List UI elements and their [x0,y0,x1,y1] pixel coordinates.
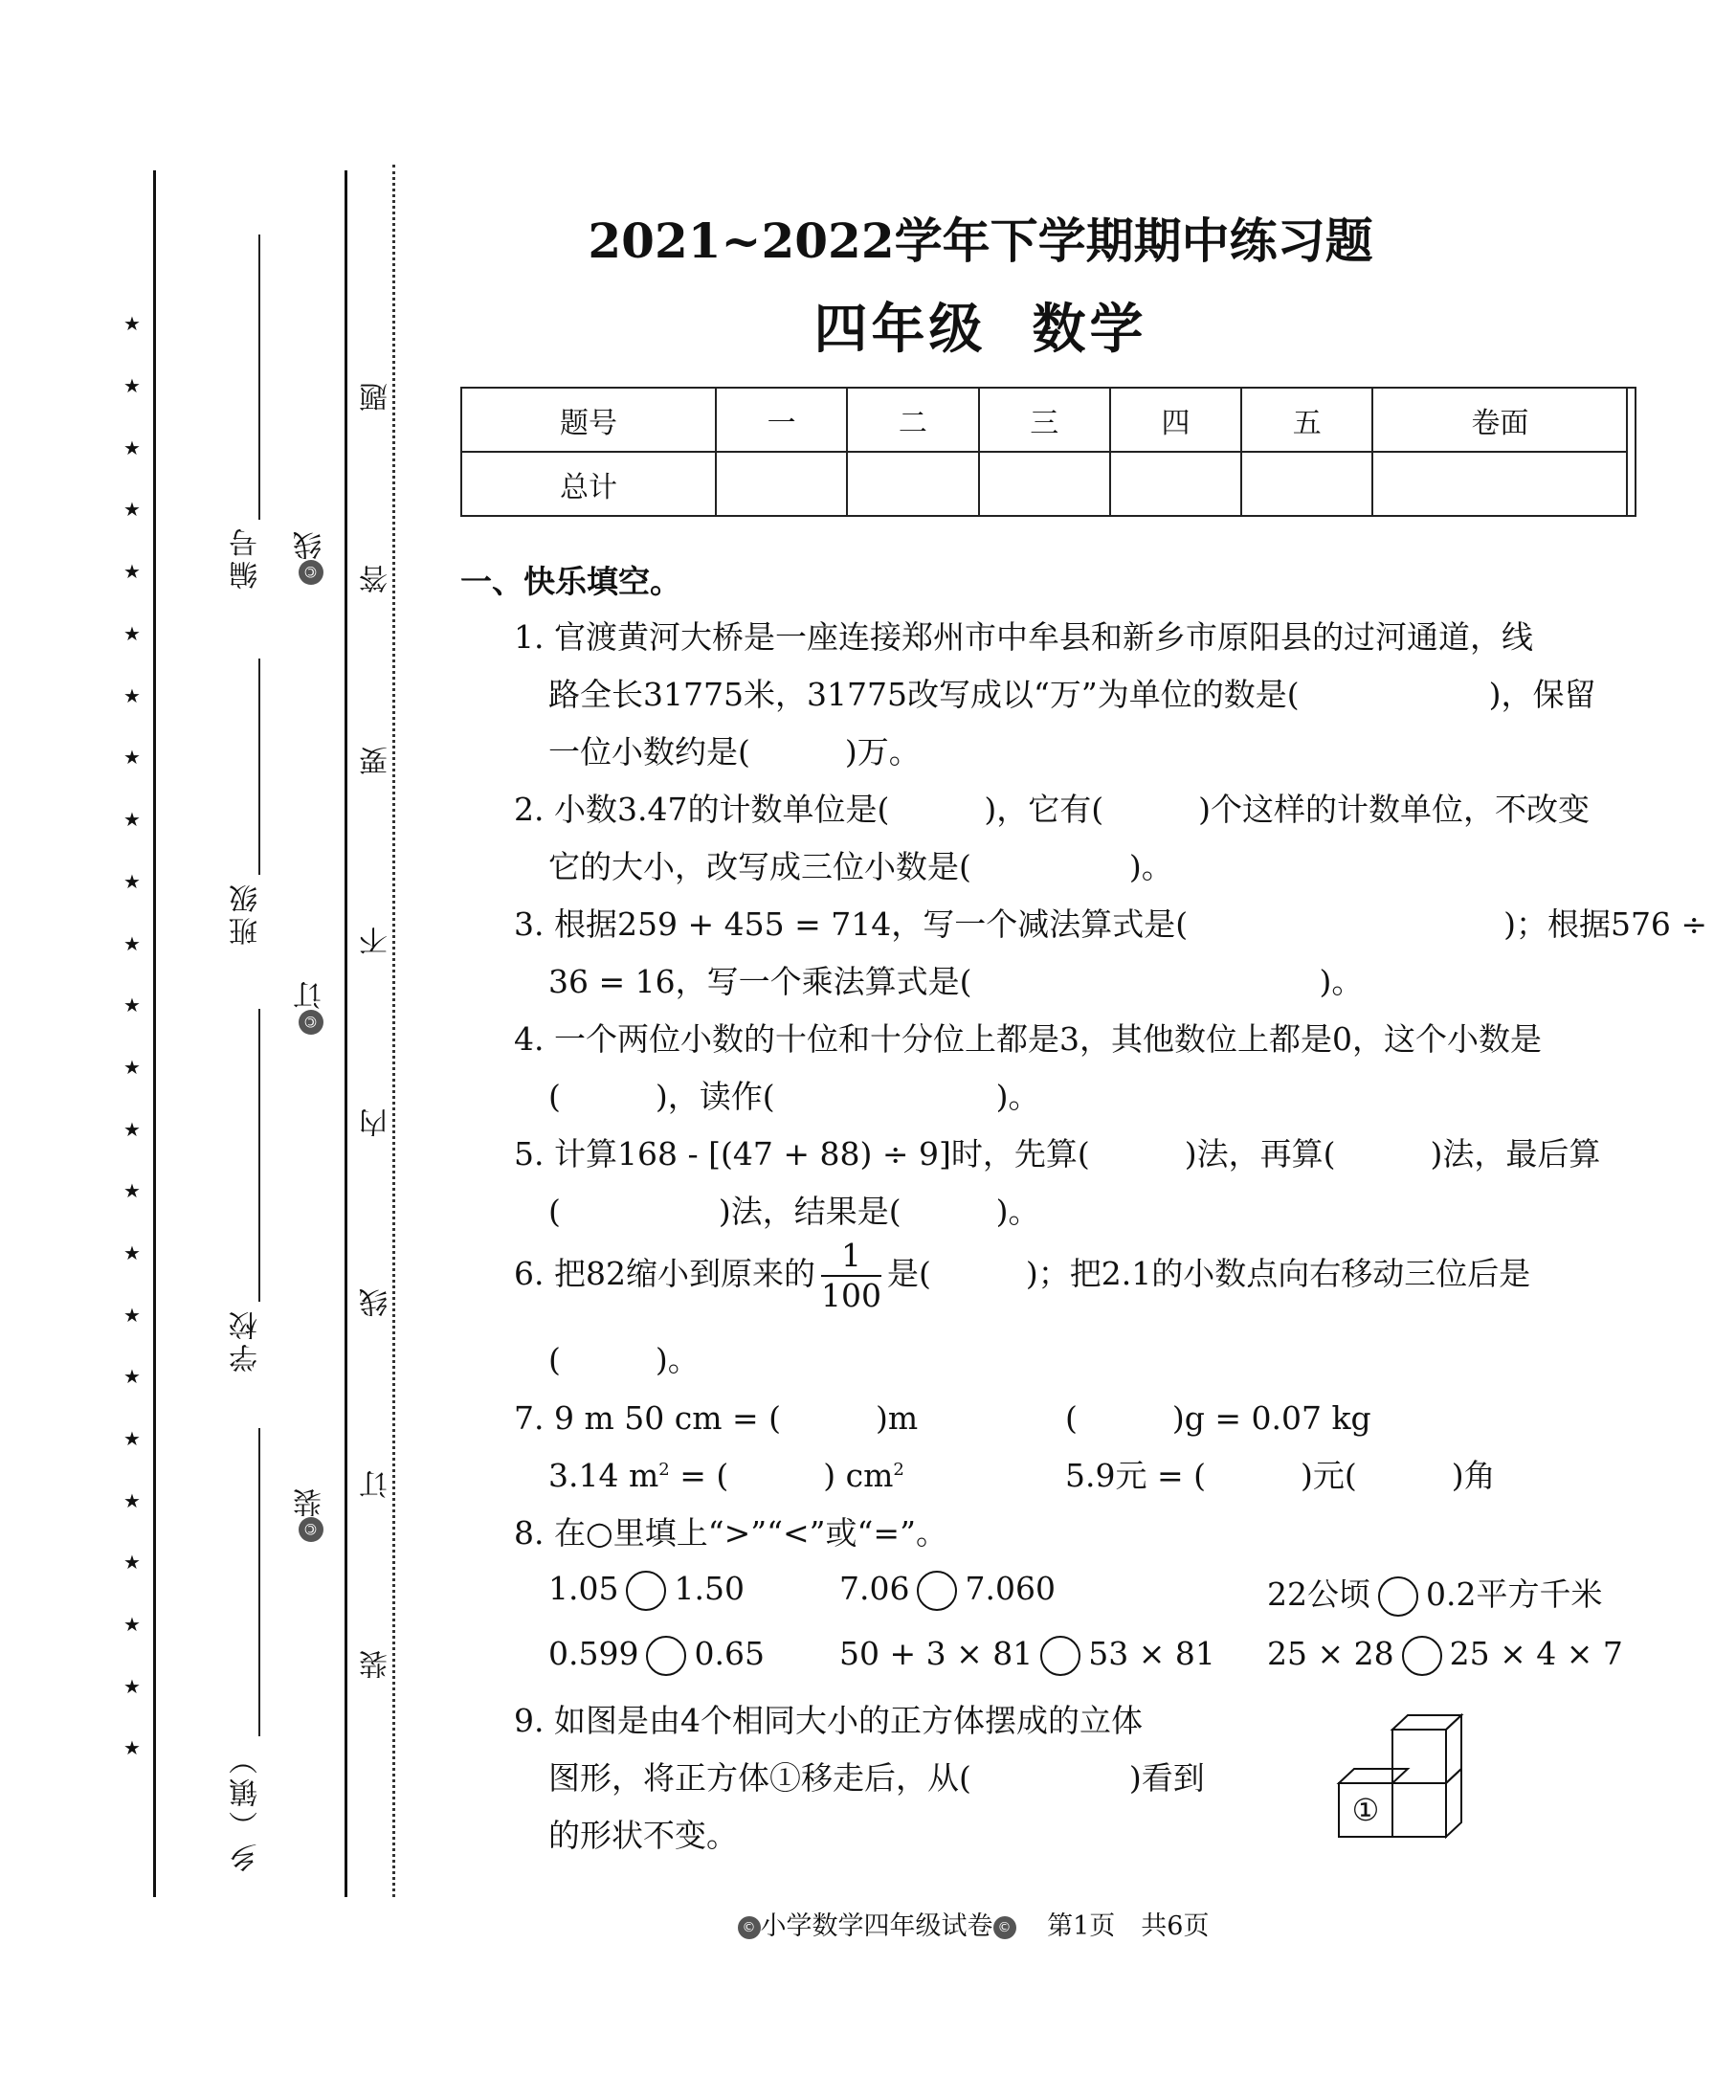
exam-title: 2021~2022学年下学期期中练习题 [588,212,1373,269]
star-icon: ★ [123,1551,141,1574]
question-5-line-1: 5. 计算168 - [(47 + 88) ÷ 9]时，先算( )法，再算( )法，最后算 [514,1135,1601,1173]
question-9-line-2: 图形，将正方体①移走后，从( )看到 [548,1759,1205,1797]
compare-item: 7.06 7.060 [839,1570,1056,1611]
seal-icon: © [738,1916,761,1939]
question-7-c: 3.14 $m^2$ = ( ) $cm^2$ [548,1457,904,1494]
compare-circle[interactable] [1402,1636,1442,1676]
cube-top-side [1446,1715,1461,1783]
question-3-line-2: 36 = 16，写一个乘法算式是( )。 [548,963,1364,1000]
table-row [461,388,1636,452]
star-icon: ★ [123,1304,141,1327]
star-icon: ★ [123,1118,141,1141]
binding-line-left [153,170,156,1897]
star-icon: ★ [123,684,141,707]
table-cell: 一 [716,388,847,452]
field-label-class: 班级 [230,881,263,946]
cube-label: ① [1351,1792,1380,1828]
question-5-line-2: ( )法，结果是( )。 [548,1193,1040,1230]
star-icon: ★ [123,312,141,335]
compare-circle[interactable] [626,1571,666,1611]
score-input-cell[interactable] [1110,452,1241,516]
field-line-id[interactable] [258,235,260,520]
field-label-township: 乡（镇） [230,1742,263,1872]
binding-dotted-line [392,165,395,1897]
section-title: 一、快乐填空。 [460,563,681,600]
question-1-line-1: 1. 官渡黄河大桥是一座连接郑州市中牟县和新乡市原阳县的过河通道，线 [514,618,1533,656]
question-9-line-3: 的形状不变。 [548,1817,738,1854]
question-1-line-2: 路全长31775米，31775改写成以“万”为单位的数是( )，保留 [548,676,1596,713]
star-icon: ★ [123,1365,141,1388]
table-cell: 四 [1110,388,1241,452]
table-cell: 二 [847,388,978,452]
question-2-line-2: 它的大小，改写成三位小数是( )。 [548,848,1173,885]
star-icon: ★ [123,932,141,955]
compare-item: 25 × 28 25 × 4 × 7 [1267,1635,1623,1676]
cube-bottom-right [1392,1783,1446,1837]
grade-label: 四年级 [813,298,987,361]
question-4-line-2: ( )，读作( )。 [548,1078,1040,1115]
table-cell: 卷面 [1372,388,1627,452]
question-8-title: 8. 在○里填上“>”“<”或“=”。 [514,1514,947,1552]
page-number: 第1页 共6页 [1047,1911,1210,1941]
star-icon: ★ [123,622,141,645]
total-score-cell[interactable] [1627,388,1636,516]
star-icon: ★ [123,1736,141,1759]
compare-item: 22公顷 0.2平方千米 [1267,1570,1602,1617]
star-icon: ★ [123,1179,141,1202]
compare-item: 0.599 0.65 [548,1635,765,1676]
star-icon: ★ [123,746,141,769]
question-3-line-1: 3. 根据259 + 455 = 714，写一个减法算式是( )；根据576 ÷ [514,905,1708,943]
question-6-line-2: ( )。 [548,1341,700,1378]
compare-item: 50 + 3 × 81 53 × 81 [839,1635,1215,1676]
table-row [461,452,1636,516]
star-icon: ★ [123,1613,141,1636]
field-label-id: 编号 [230,525,263,590]
field-line-school[interactable] [258,1009,260,1302]
star-icon: ★ [123,498,141,521]
star-icon: ★ [123,1427,141,1450]
field-label-school: 学校 [230,1307,263,1373]
question-1-line-3: 一位小数约是( )万。 [548,733,921,771]
footer-label: 小学数学四年级试卷 [760,1911,993,1941]
table-cell: 三 [979,388,1110,452]
seal-icon: © [299,1517,323,1542]
star-icon: ★ [123,1056,141,1079]
star-icon: ★ [123,870,141,893]
compare-circle[interactable] [1040,1636,1080,1676]
star-icon: ★ [123,994,141,1016]
question-4-line-1: 4. 一个两位小数的十位和十分位上都是3，其他数位上都是0，这个小数是 [514,1020,1542,1058]
question-7-a: 7. 9 m 50 cm = ( )m [514,1399,919,1437]
score-input-cell[interactable] [1241,452,1372,516]
binding-line-right [345,170,347,1897]
star-icon: ★ [123,436,141,459]
seal-icon: © [993,1916,1016,1939]
compare-circle[interactable] [917,1571,957,1611]
exam-subtitle [0,287,1736,364]
cube-figure [1335,1706,1488,1849]
star-icon: ★ [123,1489,141,1512]
score-input-cell[interactable] [979,452,1110,516]
seal-mount: ©装 [290,1488,332,1542]
fraction: $\frac{1}{100}$ [820,1237,881,1314]
seal-icon: © [299,560,323,585]
score-input-cell[interactable] [847,452,978,516]
table-cell: 五 [1241,388,1372,452]
star-icon: ★ [123,374,141,397]
star-icon: ★ [123,808,141,831]
cube-1-roof [1339,1769,1408,1783]
field-line-township[interactable] [258,1428,260,1736]
question-9-line-1: 9. 如图是由4个相同大小的正方体摆成的立体 [514,1702,1143,1739]
cube-top-roof [1392,1715,1461,1730]
question-7-d: 5.9元 = ( )元( )角 [1065,1457,1496,1494]
score-input-cell[interactable] [1372,452,1627,516]
page-footer [0,1905,1736,1942]
question-2-line-1: 2. 小数3.47的计数单位是( )，它有( )个这样的计数单位，不改变 [514,791,1590,828]
star-icon: ★ [123,560,141,583]
cube-bottom-right-side [1446,1769,1461,1837]
compare-circle[interactable] [1378,1576,1418,1617]
star-icon: ★ [123,1241,141,1264]
question-7-b: ( )g = 0.07 kg [1065,1399,1371,1437]
seal-icon: © [299,1010,323,1035]
star-icon: ★ [123,1675,141,1698]
seal-line: ©线 [290,531,332,585]
compare-circle[interactable] [646,1636,686,1676]
seal-bind: ©订 [290,981,332,1035]
score-input-cell[interactable] [716,452,847,516]
table-cell: 总计 [461,452,716,516]
question-6-line-1: 6. 把82缩小到原来的 $\frac{1}{100}$ 是( )；把2.1的小数点向右移动三位后是 [514,1237,1531,1314]
compare-item: 1.05 1.50 [548,1570,745,1611]
field-line-class[interactable] [258,659,260,875]
subject-label: 数学 [1032,298,1147,361]
score-table [460,387,1636,517]
table-cell: 题号 [461,388,716,452]
